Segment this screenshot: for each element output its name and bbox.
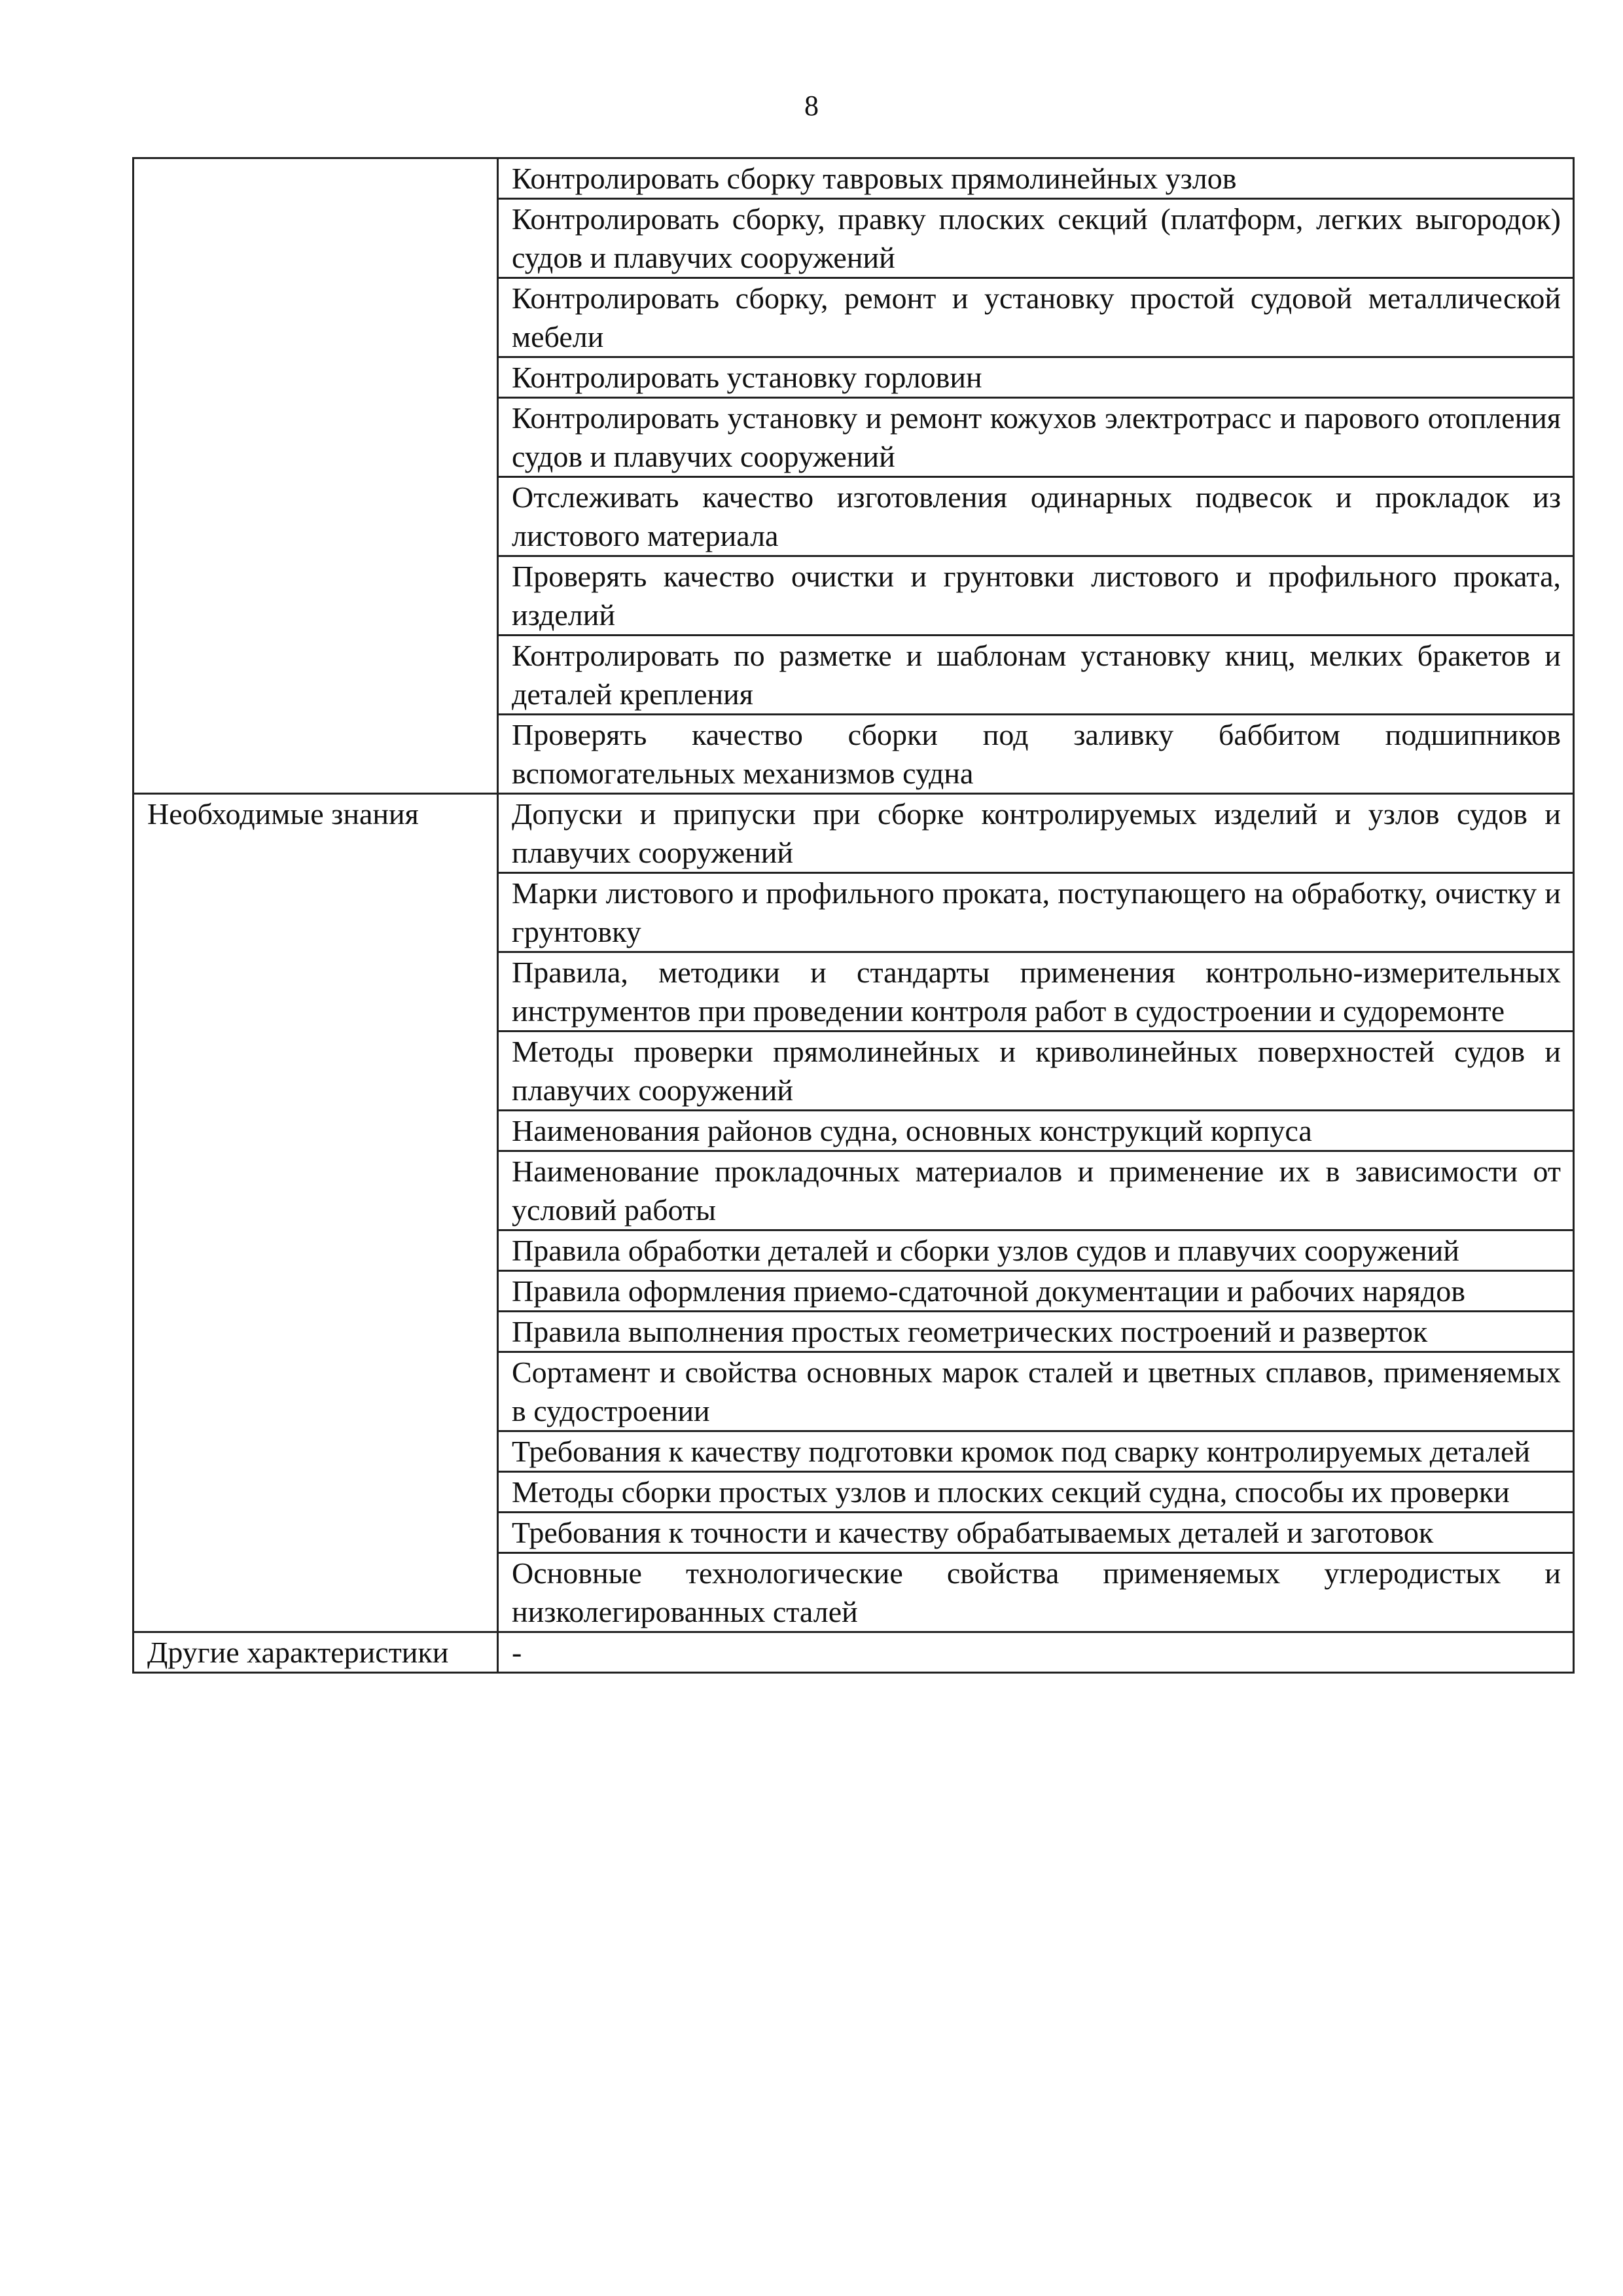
requirements-table (132, 157, 1575, 1674)
knowledge-item: Требования к качеству подготовки кромок под сварку контролируемых деталей (498, 1431, 1574, 1472)
skills-row (134, 158, 1574, 199)
page-number: 8 (804, 90, 819, 122)
skills-item: Контролировать установку горловин (498, 357, 1574, 398)
skills-item: Контролировать по разметке и шаблонам установку книц, мелких бракетов и деталей крепления (498, 636, 1574, 715)
knowledge-item: Правила оформления приемо-сдаточной документации и рабочих нарядов (498, 1271, 1574, 1312)
knowledge-label-cell: Необходимые знания (134, 794, 498, 1632)
skills-item: Отслеживать качество изготовления одинарных подвесок и прокладок из листового материала (498, 477, 1574, 556)
knowledge-item: Правила обработки деталей и сборки узлов судов и плавучих сооружений (498, 1230, 1574, 1271)
skills-item: Контролировать сборку, ремонт и установку простой судовой металлической мебели (498, 278, 1574, 357)
knowledge-item: Марки листового и профильного проката, поступающего на обработку, очистку и грунтовку (498, 873, 1574, 952)
requirements-table-body (134, 158, 1574, 1673)
knowledge-item: Основные технологические свойства применяемых углеродистых и низколегированных сталей (498, 1553, 1574, 1632)
knowledge-item: Методы проверки прямолинейных и криволинейных поверхностей судов и плавучих сооружений (498, 1031, 1574, 1111)
skills-item: Проверять качество очистки и грунтовки листового и профильного проката, изделий (498, 556, 1574, 636)
knowledge-item: Наименования районов судна, основных конструкций корпуса (498, 1111, 1574, 1151)
knowledge-item: Методы сборки простых узлов и плоских секций судна, способы их проверки (498, 1472, 1574, 1513)
skills-item: Контролировать установку и ремонт кожухов электротрасс и парового отопления судов и плавучих сооружений (498, 398, 1574, 477)
knowledge-item: Требования к точности и качеству обрабатываемых деталей и заготовок (498, 1513, 1574, 1553)
knowledge-item: Правила, методики и стандарты применения контрольно-измерительных инструментов при проведении контроля работ в судостроении и судоремонте (498, 952, 1574, 1031)
skills-item: Контролировать сборку, правку плоских секций (платформ, легких выгородок) судов и плавучих сооружений (498, 199, 1574, 278)
knowledge-item: Наименование прокладочных материалов и применение их в зависимости от условий работы (498, 1151, 1574, 1230)
skills-item: Проверять качество сборки под заливку баббитом подшипников вспомогательных механизмов судна (498, 715, 1574, 794)
knowledge-row (134, 794, 1574, 873)
knowledge-item: Сортамент и свойства основных марок сталей и цветных сплавов, применяемых в судостроении (498, 1352, 1574, 1431)
knowledge-item: Допуски и припуски при сборке контролируемых изделий и узлов судов и плавучих сооружений (498, 794, 1574, 873)
knowledge-item: Правила выполнения простых геометрических построений и разверток (498, 1312, 1574, 1352)
other-characteristics-label: Другие характеристики (134, 1632, 498, 1673)
skills-label-cell (134, 158, 498, 794)
other-characteristics-value: - (498, 1632, 1574, 1673)
other-characteristics-row (134, 1632, 1574, 1673)
skills-item: Контролировать сборку тавровых прямолинейных узлов (498, 158, 1574, 199)
